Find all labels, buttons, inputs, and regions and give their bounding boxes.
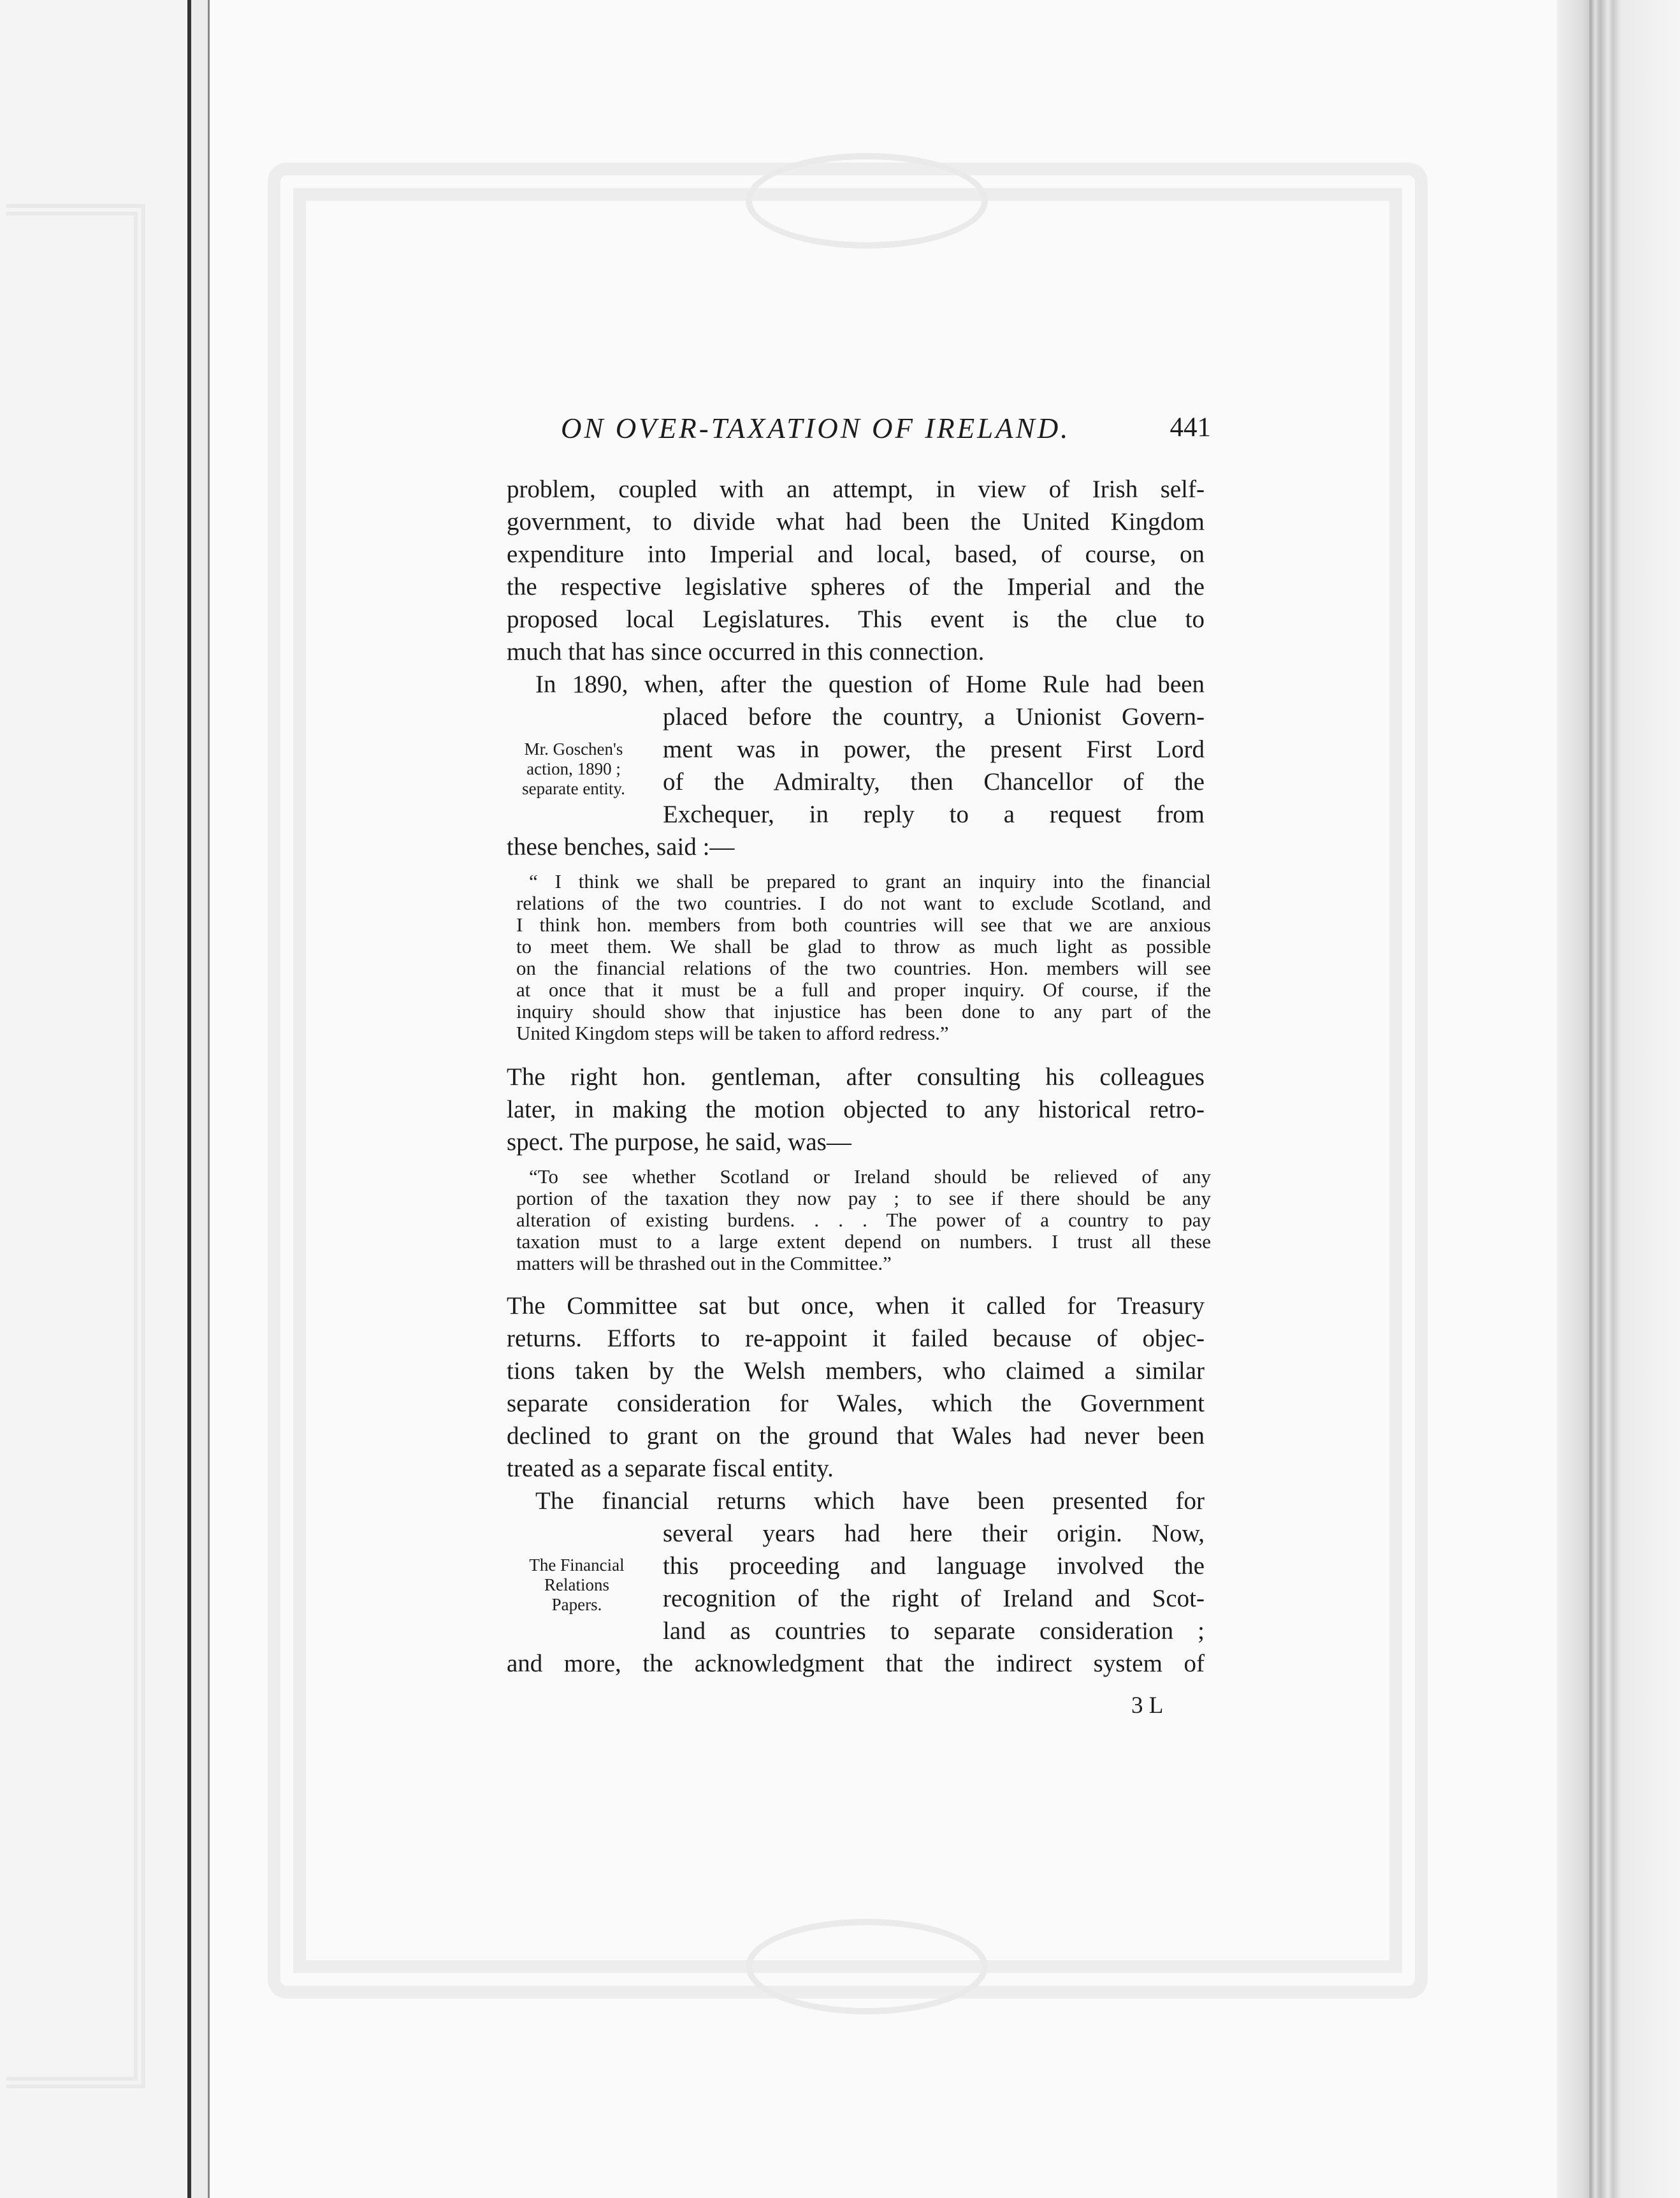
quote-line: inquiry should show that injustice has been done to any part of the <box>516 1000 1211 1023</box>
text-line: Exchequer, in reply to a request from <box>663 801 1205 828</box>
book-gutter <box>191 0 210 2198</box>
text-line: recognition of the right of Ireland and Scot- <box>663 1585 1205 1612</box>
text-line: In 1890, when, after the question of Home Rule had been <box>535 671 1205 698</box>
text-line: much that has since occurred in this connection. <box>507 638 985 666</box>
text-line: ment was in power, the present First Lord <box>663 736 1205 763</box>
quote-line: taxation must to a large extent depend on numbers. I trust all these <box>516 1230 1211 1253</box>
text-line: expenditure into Imperial and local, based, of course, on <box>507 541 1205 568</box>
quote-line: I think hon. members from both countries will see that we are anxious <box>516 913 1211 936</box>
page-number: 441 <box>1169 412 1211 442</box>
quote-line: matters will be thrashed out in the Committee.” <box>516 1252 892 1274</box>
text-line: the respective legislative spheres of the Imperial and the <box>507 573 1205 600</box>
margin-note-line: Relations <box>544 1575 609 1594</box>
text-line: spect. The purpose, he said, was— <box>507 1128 851 1156</box>
running-header <box>561 412 1211 456</box>
facing-page-edge <box>0 0 191 2198</box>
text-line: land as countries to separate consideration ; <box>663 1617 1205 1645</box>
text-line: later, in making the motion objected to any historical retro- <box>507 1096 1205 1123</box>
margin-note-line: separate entity. <box>522 779 625 798</box>
margin-note <box>510 1555 644 1615</box>
quote-line: relations of the two countries. I do not want to exclude Scotland, and <box>516 892 1211 914</box>
margin-note-line: action, 1890 ; <box>526 759 621 778</box>
page-stack-edge <box>1557 0 1680 2198</box>
margin-note-line: The Financial <box>529 1555 625 1575</box>
quote-line: United Kingdom steps will be taken to afford redress.” <box>516 1022 949 1044</box>
text-line: this proceeding and language involved the <box>663 1552 1205 1580</box>
text-line: separate consideration for Wales, which the Government <box>507 1390 1205 1417</box>
quote-line: at once that it must be a full and proper inquiry. Of course, if the <box>516 979 1211 1001</box>
running-title: ON OVER-TAXATION OF IRELAND. <box>561 412 1071 444</box>
margin-note-line: Papers. <box>551 1595 602 1614</box>
quote-line: “To see whether Scotland or Ireland should be relieved of any <box>529 1165 1211 1188</box>
text-line: problem, coupled with an attempt, in view of Irish self- <box>507 476 1205 503</box>
border-cartouche-top <box>746 153 988 249</box>
text-line: government, to divide what had been the United Kingdom <box>507 508 1205 535</box>
margin-note <box>503 739 644 799</box>
quote-line: portion of the taxation they now pay ; to see if there should be any <box>516 1187 1211 1209</box>
signature-mark: 3 L <box>1131 1692 1164 1719</box>
text-line: and more, the acknowledgment that the indirect system of <box>507 1650 1205 1677</box>
quote-line: “ I think we shall be prepared to grant an inquiry into the financial <box>529 870 1211 892</box>
quote-line: alteration of existing burdens. . . . The power of a country to pay <box>516 1209 1211 1231</box>
text-line: of the Admiralty, then Chancellor of the <box>663 768 1205 796</box>
text-line: tions taken by the Welsh members, who claimed a similar <box>507 1357 1205 1385</box>
text-line: The Committee sat but once, when it called for Treasury <box>507 1292 1205 1320</box>
text-line: several years had here their origin. Now, <box>663 1520 1205 1547</box>
text-line: The financial returns which have been presented for <box>535 1487 1205 1515</box>
text-line: placed before the country, a Unionist Govern- <box>663 703 1205 731</box>
text-line: proposed local Legislatures. This event is the clue to <box>507 606 1205 633</box>
text-line: The right hon. gentleman, after consulting his colleagues <box>507 1063 1205 1091</box>
margin-note-line: Mr. Goschen's <box>524 739 623 759</box>
text-line: these benches, said :— <box>507 833 735 861</box>
border-cartouche-bottom <box>746 1919 988 2014</box>
text-line: declined to grant on the ground that Wales had never been <box>507 1422 1205 1450</box>
quote-line: on the financial relations of the two countries. Hon. members will see <box>516 957 1211 979</box>
text-line: returns. Efforts to re-appoint it failed because of objec- <box>507 1325 1205 1352</box>
quote-line: to meet them. We shall be glad to throw as much light as possible <box>516 935 1211 957</box>
text-line: treated as a separate fiscal entity. <box>507 1455 834 1482</box>
